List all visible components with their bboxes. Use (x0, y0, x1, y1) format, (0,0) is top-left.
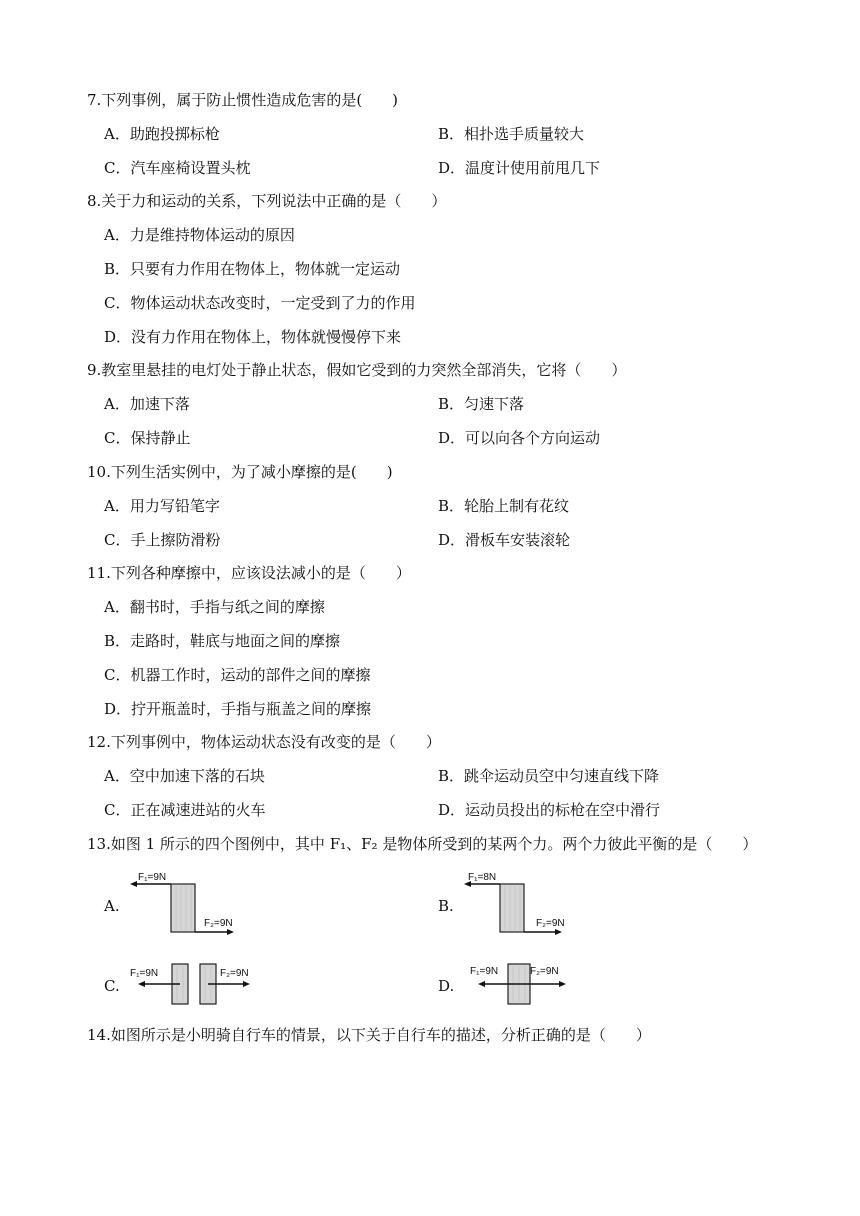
question-13-option-b[interactable]: B. (438, 897, 454, 915)
question-13-stem: 13.如图 1 所示的四个图例中，其中 F₁、F₂ 是物体所受到的某两个力。两个力彼此平衡的是（ ） (87, 835, 758, 853)
question-13-option-a[interactable]: A. (104, 897, 120, 915)
question-9-option-b[interactable]: B．匀速下落 (438, 395, 525, 413)
question-11-option-b[interactable]: B．走路时，鞋底与地面之间的摩擦 (104, 632, 341, 650)
question-7-option-c[interactable]: C．汽车座椅设置头枕 (104, 159, 251, 177)
question-8-stem: 8.关于力和运动的关系，下列说法中正确的是（ ） (87, 192, 447, 210)
question-10-option-b[interactable]: B．轮胎上制有花纹 (438, 497, 570, 515)
figure-a-f2-label: F₂=9N (204, 918, 233, 929)
question-8-option-b[interactable]: B．只要有力作用在物体上，物体就一定运动 (104, 260, 401, 278)
question-11-option-a[interactable]: A．翻书时，手指与纸之间的摩擦 (104, 598, 325, 616)
question-12-option-d[interactable]: D．运动员投出的标枪在空中滑行 (438, 801, 661, 819)
question-7-option-a[interactable]: A．助跑投掷标枪 (104, 125, 220, 143)
question-11-stem: 11.下列各种摩擦中，应该设法减小的是（ ） (87, 564, 411, 582)
question-11-option-d[interactable]: D．拧开瓶盖时，手指与瓶盖之间的摩擦 (104, 700, 372, 718)
question-10-option-d[interactable]: D．滑板车安装滚轮 (438, 531, 571, 549)
question-11-option-c[interactable]: C．机器工作时，运动的部件之间的摩擦 (104, 666, 371, 684)
question-9-option-c[interactable]: C．保持静止 (104, 429, 191, 447)
question-7-stem: 7.下列事例，属于防止惯性造成危害的是( ) (87, 91, 399, 109)
question-8-option-c[interactable]: C．物体运动状态改变时，一定受到了力的作用 (104, 294, 416, 312)
question-7-option-b[interactable]: B．相扑选手质量较大 (438, 125, 585, 143)
figure-a-f1-label: F₁=9N (138, 872, 167, 883)
question-13-option-d[interactable]: D. (438, 977, 455, 995)
question-10-stem: 10.下列生活实例中，为了减小摩擦的是( ) (87, 463, 393, 481)
question-9-stem: 9.教室里悬挂的电灯处于静止状态，假如它受到的力突然全部消失，它将（ ） (87, 361, 627, 379)
question-8-option-d[interactable]: D．没有力作用在物体上，物体就慢慢停下来 (104, 328, 402, 346)
question-10-option-a[interactable]: A．用力写铅笔字 (104, 497, 220, 515)
figure-d-f1-label: F₁=9N (470, 966, 499, 977)
figure-a (128, 868, 238, 944)
question-13-option-c[interactable]: C. (104, 977, 120, 995)
figure-d (468, 958, 578, 1014)
figure-b-f1-label: F₁=8N (468, 872, 497, 883)
question-12-option-c[interactable]: C．正在减速进站的火车 (104, 801, 266, 819)
figure-c-f2-label: F₂=9N (220, 968, 249, 979)
figure-c (128, 958, 258, 1014)
question-7-option-d[interactable]: D．温度计使用前甩几下 (438, 159, 601, 177)
figure-b (460, 868, 570, 944)
figure-c-f1-label: F₁=9N (130, 968, 159, 979)
question-8-option-a[interactable]: A．力是维持物体运动的原因 (104, 226, 295, 244)
question-12-stem: 12.下列事例中，物体运动状态没有改变的是（ ） (87, 733, 441, 751)
figure-d-f2-label: F₂=9N (530, 966, 559, 977)
question-9-option-a[interactable]: A．加速下落 (104, 395, 190, 413)
question-12-option-a[interactable]: A．空中加速下落的石块 (104, 767, 265, 785)
question-9-option-d[interactable]: D．可以向各个方向运动 (438, 429, 601, 447)
question-12-option-b[interactable]: B．跳伞运动员空中匀速直线下降 (438, 767, 660, 785)
question-10-option-c[interactable]: C．手上擦防滑粉 (104, 531, 221, 549)
figure-b-f2-label: F₂=9N (536, 918, 565, 929)
question-14-stem: 14.如图所示是小明骑自行车的情景，以下关于自行车的描述，分析正确的是（ ） (87, 1026, 651, 1044)
